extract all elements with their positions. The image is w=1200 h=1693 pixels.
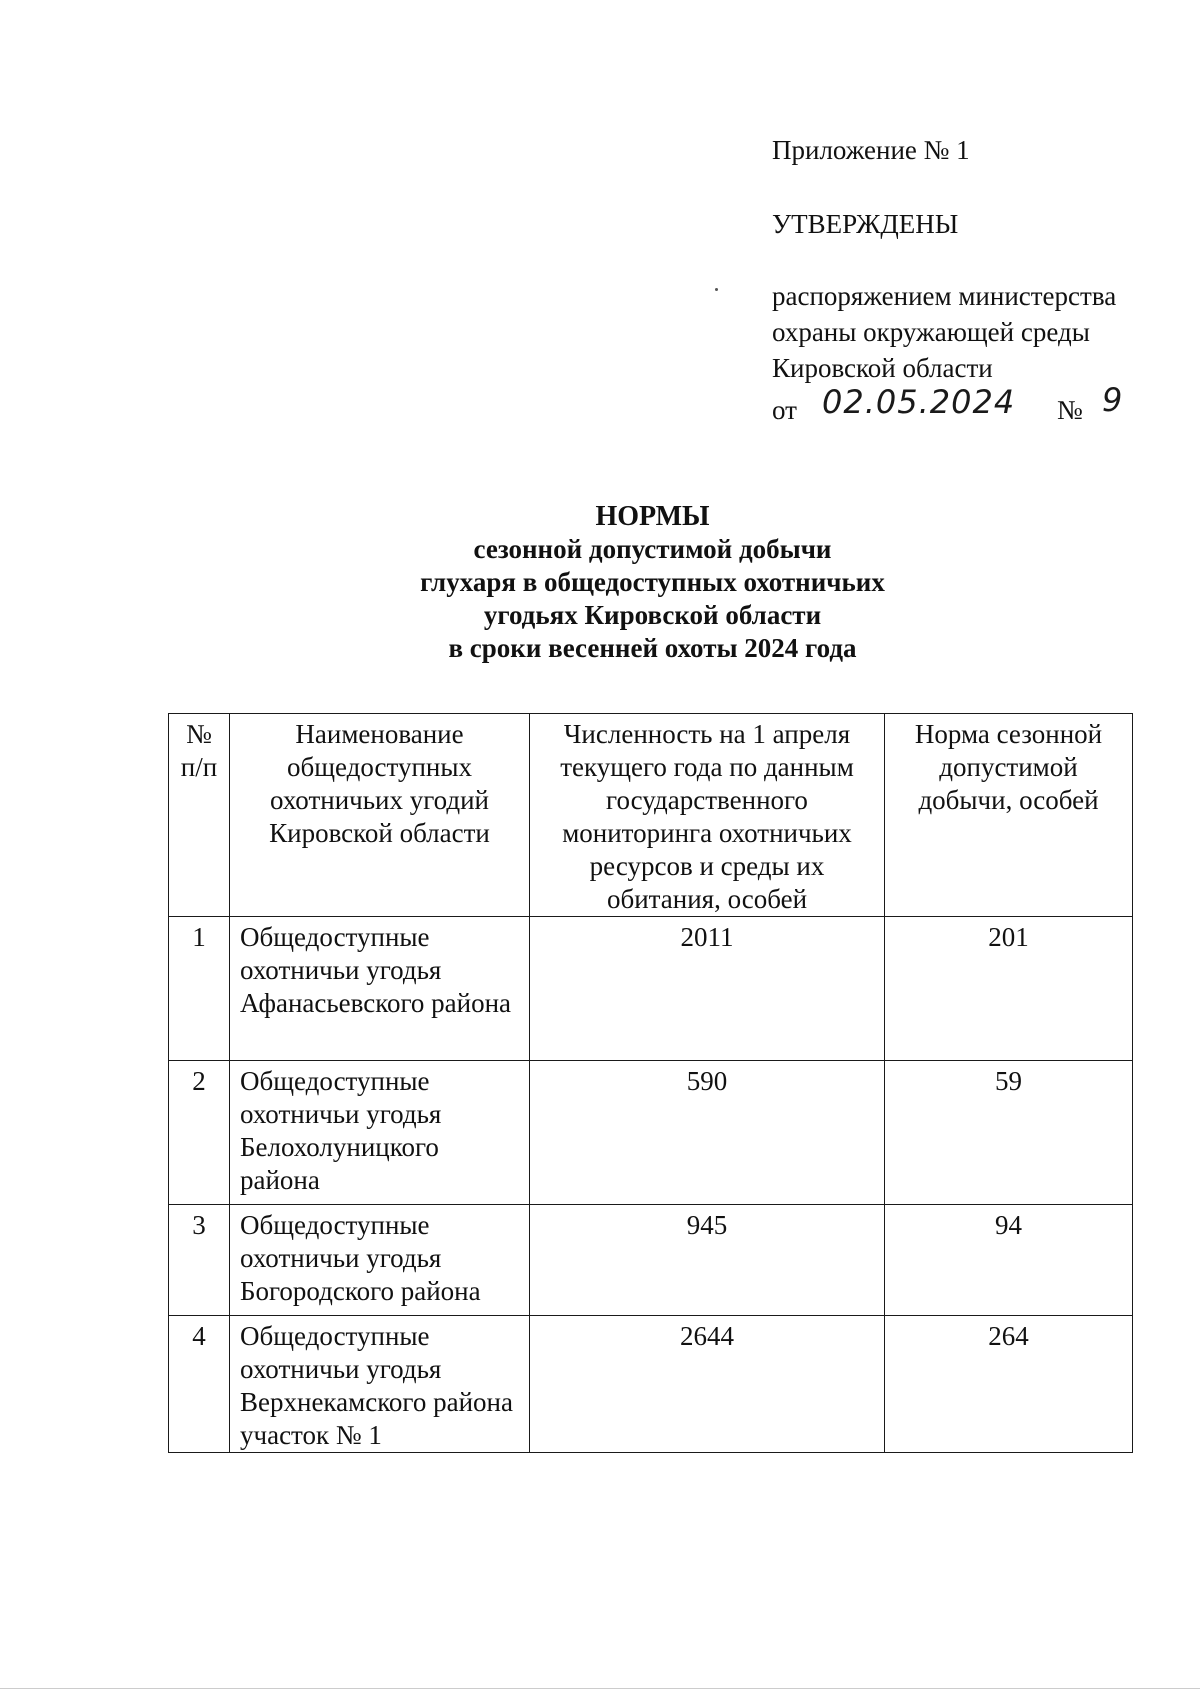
- title-main: НОРМЫ: [595, 501, 710, 532]
- approval-block: [772, 132, 1172, 428]
- handwritten-date: 02.05.2024: [822, 383, 1016, 421]
- table-row: [169, 1205, 1133, 1316]
- row-number: 4: [169, 1316, 230, 1453]
- title-line-1: сезонной допустимой добычи: [473, 534, 832, 564]
- row-count: 590: [530, 1061, 885, 1205]
- table-header-row: [169, 714, 1133, 917]
- row-count: 945: [530, 1205, 885, 1316]
- scan-speck: [715, 288, 718, 291]
- table-row: [169, 1316, 1133, 1453]
- row-number: 2: [169, 1061, 230, 1205]
- approval-date-row: [772, 381, 1172, 428]
- header-number: № п/п: [169, 714, 230, 917]
- row-name: Общедоступные охотничьи угодья Афанасьевского района: [230, 917, 530, 1061]
- row-count: 2011: [530, 917, 885, 1061]
- appendix-label: Приложение № 1: [772, 135, 970, 165]
- title-line-3: угодьях Кировской области: [483, 600, 822, 630]
- handwritten-number: 9: [1102, 381, 1124, 419]
- norms-table: [168, 713, 1133, 1453]
- document-title: [0, 500, 1200, 665]
- from-label: от: [772, 395, 797, 425]
- approval-authority-line-1: распоряжением министерства: [772, 281, 1117, 311]
- approval-authority-line-3: Кировской области: [772, 353, 993, 383]
- header-count: Численность на 1 апреля текущего года по данным государственного мониторинга охотничьих ресурсов и среды их обитания, особей: [530, 714, 885, 917]
- header-name: Наименование общедоступных охотничьих угодий Кировской области: [230, 714, 530, 917]
- approved-label: УТВЕРЖДЕНЫ: [772, 209, 959, 239]
- row-norm: 201: [885, 917, 1133, 1061]
- title-line-4: в сроки весенней охоты 2024 года: [448, 633, 857, 663]
- scan-edge: [0, 1688, 1200, 1689]
- row-number: 3: [169, 1205, 230, 1316]
- approval-authority-line-2: охраны окружающей среды: [772, 317, 1090, 347]
- header-norm: Норма сезонной допустимой добычи, особей: [885, 714, 1133, 917]
- row-name: Общедоступные охотничьи угодья Верхнекамского района участок № 1: [230, 1316, 530, 1453]
- table-row: [169, 1061, 1133, 1205]
- row-norm: 94: [885, 1205, 1133, 1316]
- title-line-2: глухаря в общедоступных охотничьих: [420, 567, 885, 597]
- number-label: №: [1057, 395, 1083, 425]
- row-count: 2644: [530, 1316, 885, 1453]
- row-name: Общедоступные охотничьи угодья Белохолуницкого района: [230, 1061, 530, 1205]
- table-row: [169, 917, 1133, 1061]
- row-name: Общедоступные охотничьи угодья Богородского района: [230, 1205, 530, 1316]
- row-norm: 264: [885, 1316, 1133, 1453]
- row-number: 1: [169, 917, 230, 1061]
- row-norm: 59: [885, 1061, 1133, 1205]
